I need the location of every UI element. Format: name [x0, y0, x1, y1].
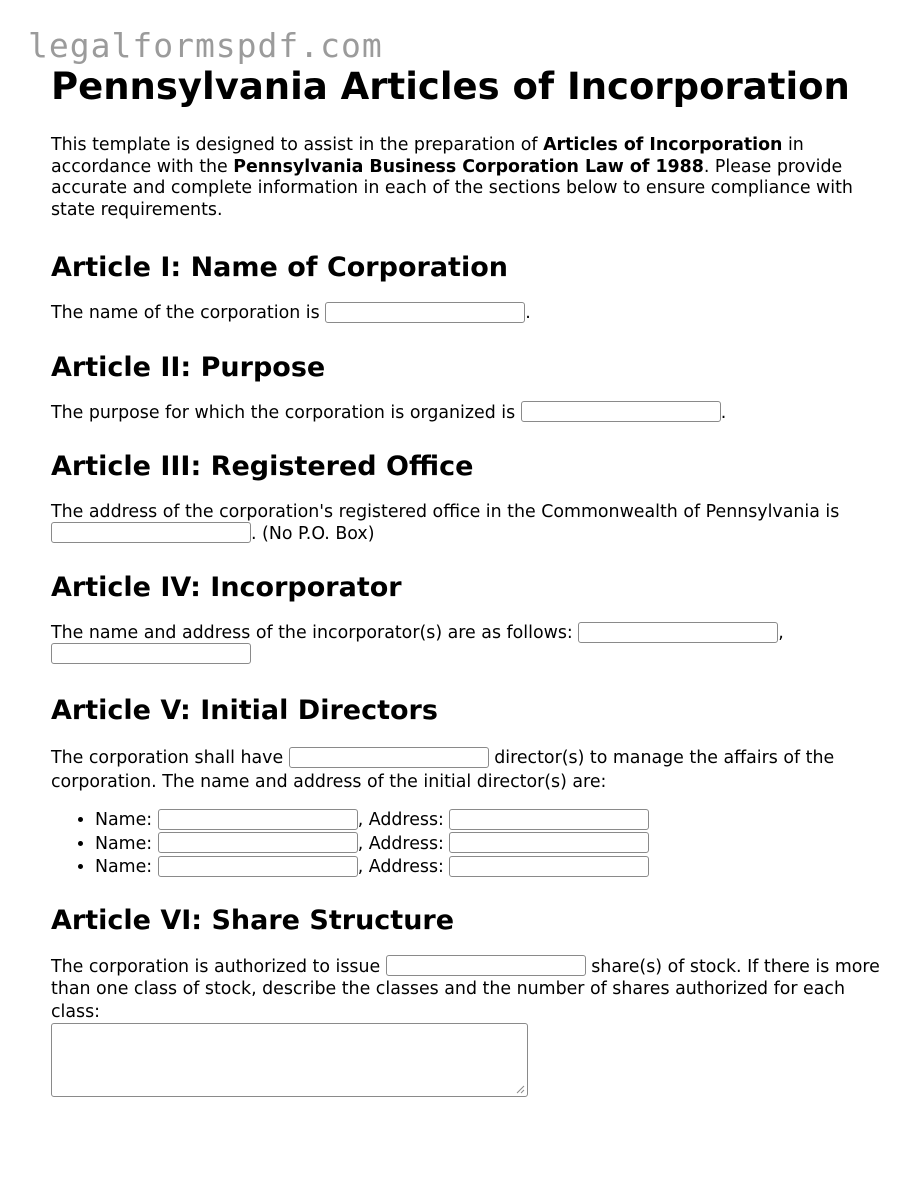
article-4-label: The name and address of the incorporator(s) are as follows: [51, 623, 579, 643]
director-address-label: , Address: [357, 857, 450, 877]
article-3-label: The address of the corporation's registered office in the Commonwealth of Pennsylvania is [51, 502, 840, 522]
registered-office-input[interactable] [51, 522, 251, 543]
article-3-heading: Article III: Registered Office [51, 451, 474, 482]
article-1-heading: Article I: Name of Corporation [51, 252, 508, 283]
director-address-label: , Address: [357, 810, 450, 830]
article-3-text [51, 502, 881, 545]
article-2-text [51, 403, 881, 425]
article-1-suffix: . [525, 303, 531, 323]
article-5-suffix: director(s) to manage the affairs of the corporation. The name and address of the initial director(s) are: [51, 748, 835, 792]
director-address-label: , Address: [357, 833, 450, 854]
article-2-heading: Article II: Purpose [51, 351, 326, 383]
list-item [95, 856, 881, 880]
director-3-name-input[interactable] [158, 856, 358, 877]
list-item [95, 809, 881, 833]
intro-bold-articles: Articles of Incorporation [543, 135, 783, 155]
purpose-input[interactable] [521, 401, 721, 422]
intro-paragraph [51, 135, 881, 221]
article-5-heading: Article V: Initial Directors [51, 695, 438, 726]
corporation-name-input[interactable] [325, 302, 525, 323]
watermark: legalformspdf.com [28, 26, 383, 65]
article-6-suffix: share(s) of stock. If there is more than one class of stock, describe the classes and the number of shares authorized for each class: [51, 956, 880, 1022]
incorporator-address-input[interactable] [51, 643, 251, 664]
article-3-suffix: . (No P.O. Box) [251, 523, 375, 544]
article-5-text [51, 746, 881, 794]
article-2-label: The purpose for which the corporation is organized is [51, 402, 521, 423]
article-4-heading: Article IV: Incorporator [51, 572, 402, 603]
director-name-label: Name: [95, 833, 158, 854]
director-1-address-input[interactable] [449, 809, 649, 830]
shares-count-input[interactable] [386, 955, 586, 976]
article-6-text [51, 956, 881, 1024]
article-5-label: The corporation shall have [51, 748, 289, 768]
director-2-address-input[interactable] [449, 832, 649, 853]
article-6-label: The corporation is authorized to issue [51, 956, 386, 977]
article-1-text [51, 303, 881, 325]
directors-list [51, 809, 881, 880]
resize-grip-icon[interactable] [516, 1085, 525, 1094]
document-body [51, 64, 881, 1097]
article-4-text [51, 623, 881, 666]
intro-text-3: . Please provide accurate and complete information in each of the sections below to ensure compliance with state requirements. [51, 156, 853, 220]
article-1-label: The name of the corporation is [51, 303, 326, 323]
intro-text-1: This template is designed to assist in the preparation of [51, 135, 544, 155]
director-name-label: Name: [95, 810, 158, 830]
intro-bold-law: Pennsylvania Business Corporation Law of 1988 [233, 156, 704, 177]
director-1-name-input[interactable] [158, 809, 358, 830]
list-item [95, 833, 881, 857]
intro-text-2: in accordance with the [51, 135, 804, 177]
page-title: Pennsylvania Articles of Incorporation [51, 65, 850, 108]
incorporator-name-input[interactable] [578, 622, 778, 643]
article-6-heading: Article VI: Share Structure [51, 904, 455, 936]
article-2-suffix: . [720, 402, 727, 423]
director-count-input[interactable] [289, 747, 489, 768]
director-2-name-input[interactable] [158, 832, 358, 853]
director-3-address-input[interactable] [449, 856, 649, 877]
share-classes-textarea[interactable] [51, 1023, 528, 1097]
article-4-separator: , [778, 623, 784, 643]
director-name-label: Name: [95, 857, 158, 877]
